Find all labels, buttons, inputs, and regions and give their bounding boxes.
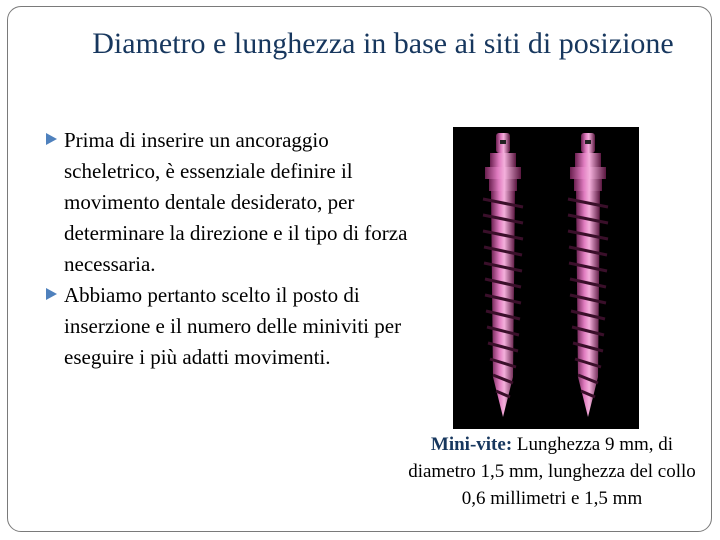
mini-screw-left — [483, 133, 523, 417]
bullet-item — [46, 125, 416, 280]
bullet-text: Prima di inserire un ancoraggio scheletrico, è essenziale definire il movimento dentale desiderato, per determinare la direzione e il tipo di forza necessaria. — [64, 128, 408, 276]
bullet-arrow-icon — [46, 133, 57, 145]
bullet-list — [46, 125, 416, 373]
bullet-item — [46, 280, 416, 373]
caption-label: Mini-vite: — [430, 434, 513, 455]
mini-screw-photo — [453, 127, 639, 429]
mini-screw-right — [568, 133, 608, 417]
caption-text: Lunghezza 9 mm, di diametro 1,5 mm, lunghezza del collo 0,6 millimetri e 1,5 mm — [408, 434, 696, 509]
mini-screws-illustration — [453, 127, 639, 429]
bullet-arrow-icon — [46, 288, 57, 300]
photo-caption — [398, 431, 706, 512]
slide-title: Diametro e lunghezza in base ai siti di posizione — [92, 27, 674, 60]
bullet-text: Abbiamo pertanto scelto il posto di inserzione e il numero delle miniviti per eseguire i più adatti movimenti. — [64, 283, 402, 369]
slide-frame — [7, 6, 712, 532]
